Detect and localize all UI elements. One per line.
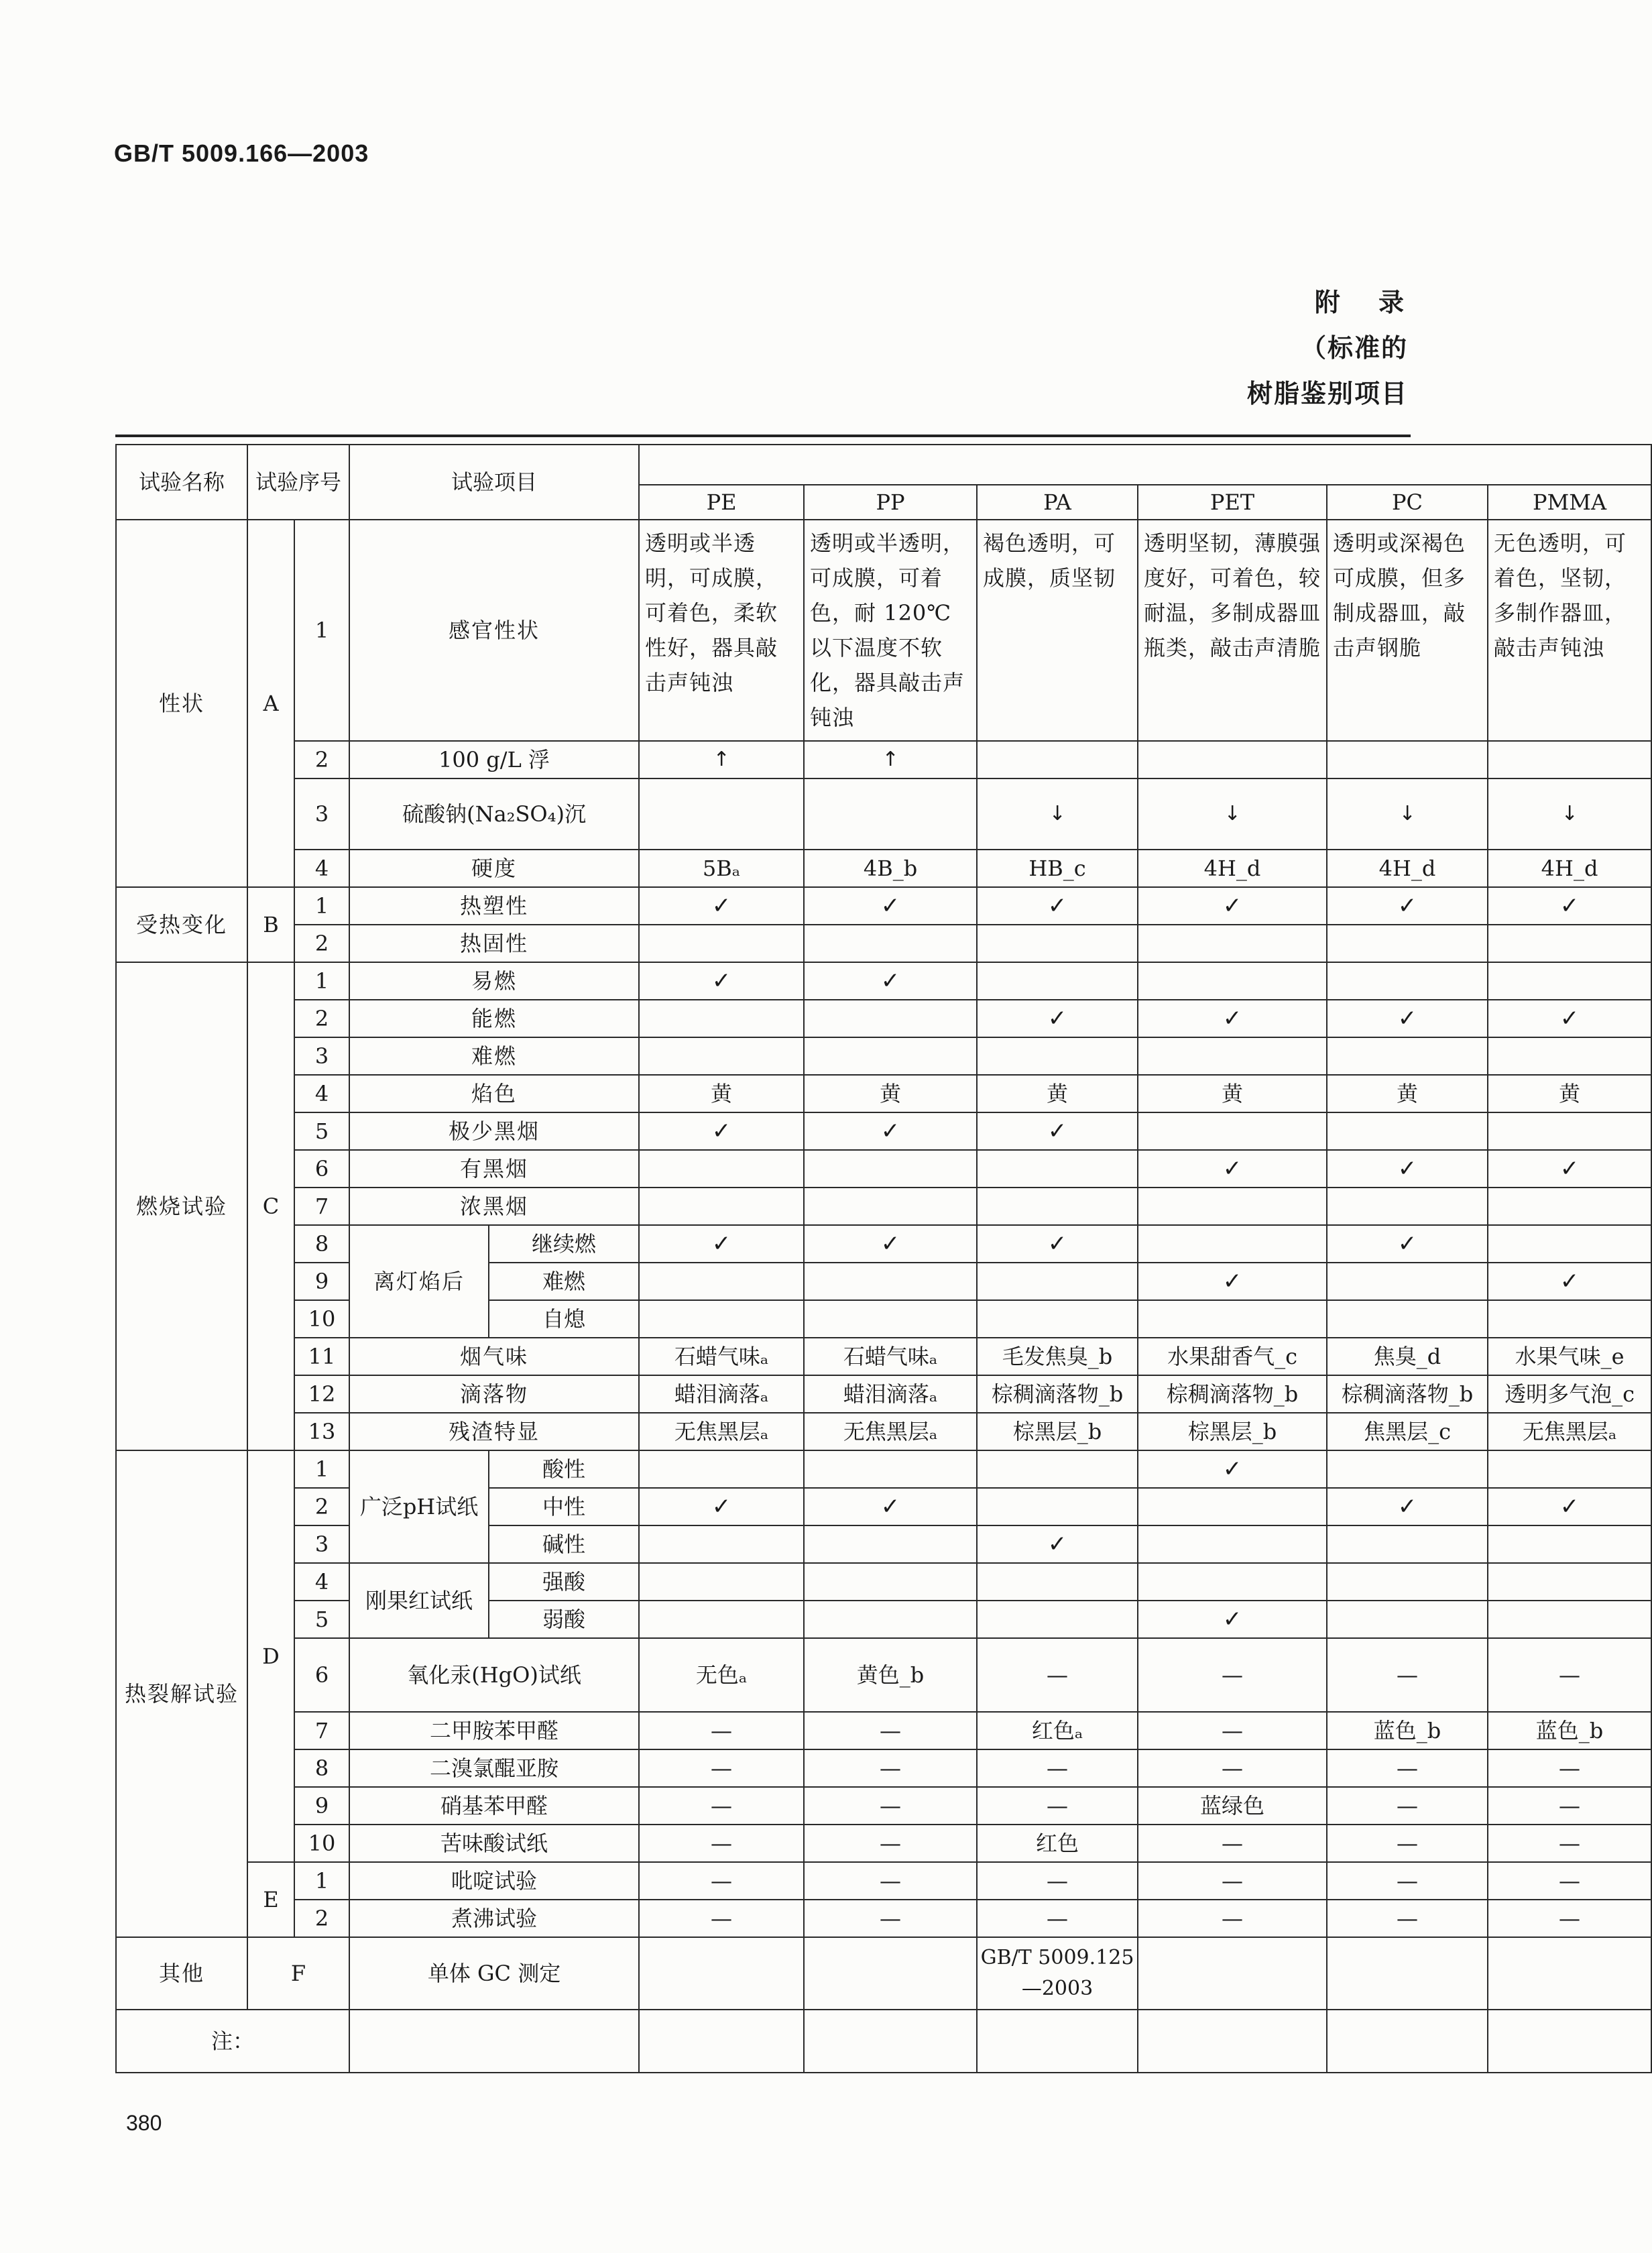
sink-mark-pet: ↓ — [1138, 778, 1327, 850]
cell — [1488, 925, 1651, 962]
dash: — — [1327, 1787, 1488, 1825]
cell — [1138, 1112, 1327, 1150]
cell — [804, 1937, 977, 2010]
cell — [804, 1150, 977, 1188]
header-resin-group — [639, 445, 1651, 485]
row-no: 5 — [294, 1112, 349, 1150]
row-no: 9 — [294, 1787, 349, 1825]
dash: — — [977, 1749, 1138, 1787]
dash: — — [1488, 1638, 1651, 1712]
cell — [639, 1150, 804, 1188]
row-no: 1 — [294, 520, 349, 741]
cell — [639, 1188, 804, 1225]
cell — [804, 778, 977, 850]
row-item: 100 g/L 浮 — [349, 741, 639, 778]
row-no: 4 — [294, 850, 349, 887]
cell — [1138, 741, 1327, 778]
cell — [1488, 1225, 1651, 1263]
cell — [1488, 962, 1651, 1000]
cell — [639, 1601, 804, 1638]
drip-pa: 棕稠滴落物_b — [977, 1375, 1138, 1413]
desc-pp: 透明或半透明，可成膜，可着色，耐 120℃ 以下温度不软化，器具敲击声钝浊 — [804, 520, 977, 741]
dash: — — [639, 1825, 804, 1862]
check-mark: ✓ — [1138, 1150, 1327, 1188]
dash: — — [977, 1862, 1138, 1900]
cell — [1488, 1525, 1651, 1563]
group-code-f: F — [247, 1937, 349, 2010]
flame-color: 黄 — [804, 1075, 977, 1112]
row-item: 浓黑烟 — [349, 1188, 639, 1225]
group-code-a: A — [247, 520, 294, 887]
cell — [804, 1563, 977, 1601]
flame-color: 黄 — [1138, 1075, 1327, 1112]
cell — [804, 1450, 977, 1488]
dash: — — [804, 1862, 977, 1900]
cell — [639, 1037, 804, 1075]
cell — [639, 1000, 804, 1037]
cell — [804, 1525, 977, 1563]
cell — [1327, 925, 1488, 962]
cell — [1488, 741, 1651, 778]
dash: — — [639, 1749, 804, 1787]
group-code-c: C — [247, 962, 294, 1450]
dash: — — [1327, 1825, 1488, 1862]
row-no: 5 — [294, 1601, 349, 1638]
flame-color: 黄 — [1488, 1075, 1651, 1112]
row-subitem: 酸性 — [489, 1450, 639, 1488]
cell — [1138, 925, 1327, 962]
cell — [1138, 1300, 1327, 1338]
drip-pp: 蜡泪滴落ₐ — [804, 1375, 977, 1413]
row-item: 硬度 — [349, 850, 639, 887]
check-mark: ✓ — [977, 887, 1138, 925]
dash: — — [1488, 1900, 1651, 1937]
dash: — — [977, 1900, 1138, 1937]
check-mark: ✓ — [639, 1225, 804, 1263]
row-item: 硫酸钠(Na₂SO₄)沉 — [349, 778, 639, 850]
resin-identification-table — [115, 444, 1652, 2073]
sink-mark-pa: ↓ — [977, 778, 1138, 850]
cell — [639, 925, 804, 962]
check-mark: ✓ — [804, 887, 977, 925]
dash: — — [977, 1787, 1138, 1825]
cell — [1138, 1488, 1327, 1525]
cell — [1138, 1563, 1327, 1601]
desc-pet: 透明坚韧，薄膜强度好，可着色，较耐温，多制成器皿瓶类，敲击声清脆 — [1138, 520, 1327, 741]
cell — [1488, 1037, 1651, 1075]
cell — [1138, 1188, 1327, 1225]
dash: — — [804, 1749, 977, 1787]
hardness-pe: 5Bₐ — [639, 850, 804, 887]
row-no: 4 — [294, 1075, 349, 1112]
row-no: 2 — [294, 1900, 349, 1937]
cell — [1138, 2010, 1327, 2073]
group-name-c: 燃烧试验 — [116, 962, 247, 1450]
cell — [639, 778, 804, 850]
cell — [977, 741, 1138, 778]
header-resin-pmma: PMMA — [1488, 485, 1651, 520]
cell — [1138, 1525, 1327, 1563]
check-mark: ✓ — [1327, 1225, 1488, 1263]
header-resin-pp: PP — [804, 485, 977, 520]
row-no: 1 — [294, 1450, 349, 1488]
cell — [977, 1563, 1138, 1601]
row-item: 苦味酸试纸 — [349, 1825, 639, 1862]
cell — [1327, 1112, 1488, 1150]
check-mark: ✓ — [1138, 1450, 1327, 1488]
row-subitem: 继续燃 — [489, 1225, 639, 1263]
top-rule — [115, 435, 1411, 437]
desc-pmma: 无色透明，可着色，坚韧，多制作器皿，敲击声钝浊 — [1488, 520, 1651, 741]
dash: — — [639, 1712, 804, 1749]
desc-pe: 透明或半透明，可成膜，可着色，柔软性好，器具敲击声钝浊 — [639, 520, 804, 741]
dash: — — [1138, 1712, 1327, 1749]
residue-pmma: 无焦黑层ₐ — [1488, 1413, 1651, 1450]
check-mark: ✓ — [1327, 1000, 1488, 1037]
cell — [804, 2010, 977, 2073]
row-item: 能燃 — [349, 1000, 639, 1037]
nitrobenz-pet: 蓝绿色 — [1138, 1787, 1327, 1825]
dash: — — [639, 1787, 804, 1825]
cell — [639, 1937, 804, 2010]
row-no: 4 — [294, 1563, 349, 1601]
float-mark-pp: ↑ — [804, 741, 977, 778]
cell — [1488, 1300, 1651, 1338]
cell — [804, 925, 977, 962]
cell — [1327, 2010, 1488, 2073]
check-mark: ✓ — [639, 887, 804, 925]
check-mark: ✓ — [1327, 1150, 1488, 1188]
appendix-title: 附 录 — [1314, 287, 1419, 317]
cell — [977, 925, 1138, 962]
check-mark: ✓ — [1327, 1488, 1488, 1525]
row-no: 6 — [294, 1638, 349, 1712]
gc-method-reference: GB/T 5009.125—2003 — [977, 1937, 1138, 2010]
cell — [977, 1150, 1138, 1188]
row-no: 2 — [294, 741, 349, 778]
row-item: 煮沸试验 — [349, 1900, 639, 1937]
cell — [977, 1300, 1138, 1338]
flame-color: 黄 — [977, 1075, 1138, 1112]
row-subitem: 难燃 — [489, 1263, 639, 1300]
cell — [1327, 1525, 1488, 1563]
cell — [1488, 1112, 1651, 1150]
dash: — — [639, 1900, 804, 1937]
row-subitem: 碱性 — [489, 1525, 639, 1563]
cell — [1327, 1937, 1488, 2010]
drip-pe: 蜡泪滴落ₐ — [639, 1375, 804, 1413]
check-mark: ✓ — [977, 1112, 1138, 1150]
header-test-name: 试验名称 — [116, 445, 247, 520]
group-code-d: D — [247, 1450, 294, 1862]
cell — [977, 1188, 1138, 1225]
appendix-type: （标准的 — [1300, 333, 1408, 363]
residue-pa: 棕黑层_b — [977, 1413, 1138, 1450]
row-no: 2 — [294, 1000, 349, 1037]
cell — [1488, 1188, 1651, 1225]
dash: — — [1488, 1749, 1651, 1787]
group-name-f: 其他 — [116, 1937, 247, 2010]
cell — [977, 1601, 1138, 1638]
dmab-pc: 蓝色_b — [1327, 1712, 1488, 1749]
row-item: 氧化汞(HgO)试纸 — [349, 1638, 639, 1712]
dash: — — [977, 1638, 1138, 1712]
cell — [804, 1000, 977, 1037]
row-no: 11 — [294, 1338, 349, 1375]
residue-pet: 棕黑层_b — [1138, 1413, 1327, 1450]
appendix-subtitle: 树脂鉴别项目 — [1246, 378, 1408, 408]
row-item: 极少黑烟 — [349, 1112, 639, 1150]
drip-pet: 棕稠滴落物_b — [1138, 1375, 1327, 1413]
dash: — — [639, 1862, 804, 1900]
page-number: 380 — [126, 2111, 162, 2135]
check-mark: ✓ — [1488, 1000, 1651, 1037]
dash: — — [804, 1712, 977, 1749]
row-item: 二甲胺苯甲醛 — [349, 1712, 639, 1749]
check-mark: ✓ — [1138, 887, 1327, 925]
check-mark: ✓ — [1488, 1263, 1651, 1300]
row-subitem: 中性 — [489, 1488, 639, 1525]
cell — [977, 1263, 1138, 1300]
dash: — — [1138, 1825, 1327, 1862]
flame-color: 黄 — [639, 1075, 804, 1112]
row-item: 热固性 — [349, 925, 639, 962]
header-resin-pet: PET — [1138, 485, 1327, 520]
header-test-no: 试验序号 — [247, 445, 349, 520]
dash: — — [804, 1900, 977, 1937]
row-item: 滴落物 — [349, 1375, 639, 1413]
sink-mark-pc: ↓ — [1327, 778, 1488, 850]
cell — [977, 962, 1138, 1000]
check-mark: ✓ — [639, 1112, 804, 1150]
flame-color: 黄 — [1327, 1075, 1488, 1112]
desc-pa: 褐色透明，可成膜，质坚韧 — [977, 520, 1138, 741]
hardness-pc: 4H_d — [1327, 850, 1488, 887]
row-item: 感官性状 — [349, 520, 639, 741]
resin-identification-table-wrap — [115, 444, 1635, 2079]
hardness-pa: HB_c — [977, 850, 1138, 887]
dmab-pmma: 蓝色_b — [1488, 1712, 1651, 1749]
cell — [1327, 1563, 1488, 1601]
smoke-odor-pp: 石蜡气味ₐ — [804, 1338, 977, 1375]
smoke-odor-pc: 焦臭_d — [1327, 1338, 1488, 1375]
row-item: 易燃 — [349, 962, 639, 1000]
dmab-pa: 红色ₐ — [977, 1712, 1138, 1749]
standard-code: GB/T 5009.166—2003 — [114, 139, 369, 167]
cell — [639, 1563, 804, 1601]
row-no: 3 — [294, 1525, 349, 1563]
cell — [1488, 1601, 1651, 1638]
header-test-item: 试验项目 — [349, 445, 639, 520]
row-no: 9 — [294, 1263, 349, 1300]
group-name-b: 受热变化 — [116, 887, 247, 962]
cell — [1327, 1188, 1488, 1225]
hardness-pmma: 4H_d — [1488, 850, 1651, 887]
row-item: 单体 GC 测定 — [349, 1937, 639, 2010]
header-resin-pc: PC — [1327, 485, 1488, 520]
hardness-pet: 4H_d — [1138, 850, 1327, 887]
cell — [1327, 962, 1488, 1000]
row-no: 2 — [294, 925, 349, 962]
row-subitem: 强酸 — [489, 1563, 639, 1601]
drip-pmma: 透明多气泡_c — [1488, 1375, 1651, 1413]
row-no: 2 — [294, 1488, 349, 1525]
cell — [639, 1263, 804, 1300]
dash: — — [1327, 1862, 1488, 1900]
smoke-odor-pmma: 水果气味_e — [1488, 1338, 1651, 1375]
hgo-pe: 无色ₐ — [639, 1638, 804, 1712]
cell — [977, 1450, 1138, 1488]
cell — [1488, 1563, 1651, 1601]
smoke-odor-pe: 石蜡气味ₐ — [639, 1338, 804, 1375]
dash: — — [804, 1825, 977, 1862]
row-subitem: 自熄 — [489, 1300, 639, 1338]
cell — [804, 1037, 977, 1075]
check-mark: ✓ — [639, 962, 804, 1000]
row-no: 8 — [294, 1225, 349, 1263]
cell — [804, 1263, 977, 1300]
dash: — — [1138, 1749, 1327, 1787]
row-item: 吡啶试验 — [349, 1862, 639, 1900]
check-mark: ✓ — [1327, 887, 1488, 925]
cell — [977, 1488, 1138, 1525]
residue-pc: 焦黑层_c — [1327, 1413, 1488, 1450]
check-mark: ✓ — [804, 962, 977, 1000]
row-item: 二溴氯醌亚胺 — [349, 1749, 639, 1787]
group-code-b: B — [247, 887, 294, 962]
cell — [1327, 1263, 1488, 1300]
cell — [349, 2010, 639, 2073]
drip-pc: 棕稠滴落物_b — [1327, 1375, 1488, 1413]
row-no: 7 — [294, 1712, 349, 1749]
hardness-pp: 4B_b — [804, 850, 977, 887]
check-mark: ✓ — [977, 1225, 1138, 1263]
residue-pe: 无焦黑层ₐ — [639, 1413, 804, 1450]
cell — [639, 1450, 804, 1488]
header-resin-pe: PE — [639, 485, 804, 520]
row-item: 有黑烟 — [349, 1150, 639, 1188]
cell — [804, 1300, 977, 1338]
check-mark: ✓ — [1138, 1601, 1327, 1638]
dash: — — [1327, 1900, 1488, 1937]
row-no: 6 — [294, 1150, 349, 1188]
picric-pa: 红色 — [977, 1825, 1138, 1862]
check-mark: ✓ — [1488, 887, 1651, 925]
row-no: 3 — [294, 1037, 349, 1075]
row-subitem: 弱酸 — [489, 1601, 639, 1638]
check-mark: ✓ — [804, 1225, 977, 1263]
row-no: 1 — [294, 887, 349, 925]
dash: — — [1488, 1862, 1651, 1900]
row-no: 12 — [294, 1375, 349, 1413]
group-code-e: E — [247, 1862, 294, 1937]
cell — [1327, 1450, 1488, 1488]
cell — [1327, 1601, 1488, 1638]
cell — [639, 1525, 804, 1563]
check-mark: ✓ — [639, 1488, 804, 1525]
row-item: 残渣特显 — [349, 1413, 639, 1450]
cell — [1138, 1225, 1327, 1263]
dash: — — [1488, 1787, 1651, 1825]
header-resin-pa: PA — [977, 485, 1138, 520]
cell — [1488, 2010, 1651, 2073]
row-no: 10 — [294, 1825, 349, 1862]
row-item: 硝基苯甲醛 — [349, 1787, 639, 1825]
row-no: 3 — [294, 778, 349, 850]
check-mark: ✓ — [1488, 1150, 1651, 1188]
cell — [977, 1037, 1138, 1075]
cell — [1327, 741, 1488, 778]
dash: — — [1138, 1900, 1327, 1937]
float-mark-pe: ↑ — [639, 741, 804, 778]
cell — [639, 1300, 804, 1338]
cell — [804, 1601, 977, 1638]
dash: — — [1327, 1638, 1488, 1712]
smoke-odor-pet: 水果甜香气_c — [1138, 1338, 1327, 1375]
group-name-a: 性状 — [116, 520, 247, 887]
row-no: 8 — [294, 1749, 349, 1787]
row-no: 10 — [294, 1300, 349, 1338]
row-no: 7 — [294, 1188, 349, 1225]
after-flame-label: 离灯焰后 — [349, 1225, 489, 1338]
sink-mark-pmma: ↓ — [1488, 778, 1651, 850]
check-mark: ✓ — [1138, 1263, 1327, 1300]
cell — [639, 2010, 804, 2073]
cell — [1327, 1300, 1488, 1338]
row-no: 1 — [294, 962, 349, 1000]
row-item: 热塑性 — [349, 887, 639, 925]
check-mark: ✓ — [977, 1525, 1138, 1563]
check-mark: ✓ — [1488, 1488, 1651, 1525]
row-no: 13 — [294, 1413, 349, 1450]
check-mark: ✓ — [804, 1112, 977, 1150]
row-item: 焰色 — [349, 1075, 639, 1112]
dash: — — [1138, 1638, 1327, 1712]
row-no: 1 — [294, 1862, 349, 1900]
dash: — — [1327, 1749, 1488, 1787]
cell — [977, 2010, 1138, 2073]
row-item: 难燃 — [349, 1037, 639, 1075]
cell — [1138, 962, 1327, 1000]
check-mark: ✓ — [977, 1000, 1138, 1037]
hgo-pp: 黄色_b — [804, 1638, 977, 1712]
dash: — — [804, 1787, 977, 1825]
ph-paper-label: 广泛pH试纸 — [349, 1450, 489, 1563]
cell — [804, 1188, 977, 1225]
row-item: 烟气味 — [349, 1338, 639, 1375]
group-name-d: 热裂解试验 — [116, 1450, 247, 1937]
cell — [1327, 1037, 1488, 1075]
dash: — — [1138, 1862, 1327, 1900]
cell — [1488, 1450, 1651, 1488]
desc-pc: 透明或深褐色可成膜，但多制成器皿，敲击声钢脆 — [1327, 520, 1488, 741]
smoke-odor-pa: 毛发焦臭_b — [977, 1338, 1138, 1375]
dash: — — [1488, 1825, 1651, 1862]
check-mark: ✓ — [804, 1488, 977, 1525]
residue-pp: 无焦黑层ₐ — [804, 1413, 977, 1450]
cell — [1488, 1937, 1651, 2010]
note-label: 注： — [116, 2010, 349, 2073]
check-mark: ✓ — [1138, 1000, 1327, 1037]
congo-paper-label: 刚果红试纸 — [349, 1563, 489, 1638]
cell — [1138, 1037, 1327, 1075]
cell — [1138, 1937, 1327, 2010]
